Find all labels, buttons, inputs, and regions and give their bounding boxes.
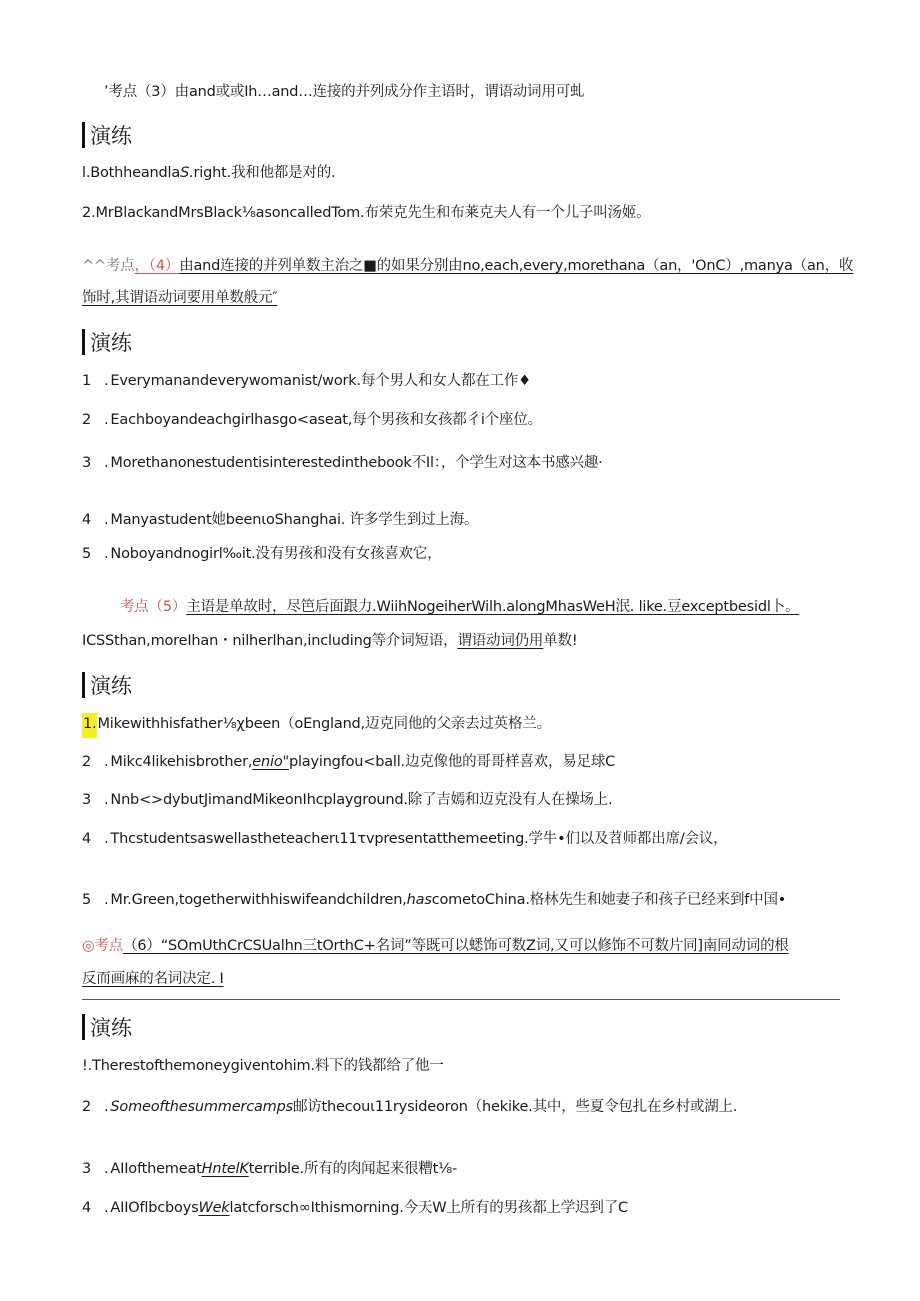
sentence-number-highlight: 1.	[82, 713, 97, 738]
sentence-3-3: 3 . Nnb<>dybutJimandMikeonIhcplayground.除了吉嫣和迈克没有人在操场上.	[82, 792, 613, 808]
sentence-2-2: 2 . Eachboyandeachgirlhasgo<aseat,每个男孩和女孩都彳i个座位。	[82, 412, 542, 428]
sentence-text: Therestofthemoneygiventohim.料下的钱都给了他一	[92, 1058, 444, 1074]
sentence-2-4: 4 . Manyastudent她beenιoShanghai. 许多学生到过上海。	[82, 512, 479, 528]
point5-line-2	[82, 629, 577, 650]
sentence-number: 4	[82, 831, 92, 847]
sentence-number: 2	[82, 1099, 92, 1115]
sentence-text: Thcstudentsaswellastheteacherι11τvpresentatthemeeting.学牛•们以及苕师都出席/会议，	[110, 831, 728, 847]
sentence-number: 2.	[82, 205, 96, 221]
sentence-1-2	[82, 201, 650, 222]
drill-heading-label: 演练	[90, 331, 132, 355]
sentence-italic: Wek	[198, 1200, 230, 1216]
sentence-3-1	[82, 712, 551, 733]
sentence-number: 4	[82, 512, 92, 528]
sentence-text: Bothheandla	[90, 165, 181, 181]
point5-line-1	[120, 595, 799, 616]
sentence-text-2: latcforsch∞Ithismorning.今天W上所有的男孩都上学迟到了C	[229, 1200, 628, 1216]
sentence-italic: Someofthesummercamps	[110, 1099, 293, 1115]
point4-lead: ^^考点	[82, 258, 135, 274]
point3-line	[104, 80, 584, 101]
drill-heading-label: 演练	[90, 124, 132, 148]
sentence-3-2: 2 . Mikc4likehisbrother,enio"playingfou<ball.边克像他的哥哥样喜欢，易足球C	[82, 754, 616, 770]
sentence-text: Everymanandeverywomanist∕work.每个男人和女人都在工作♦	[110, 373, 531, 389]
point4-text-2: 饰时,其谓语动词要用单数般元″	[82, 290, 278, 306]
sentence-1-1	[82, 161, 335, 182]
sentence-2-3: 3 . Morethanonestudentisinterestedinthebook不Il：，个学生对这本书感兴趣·	[82, 455, 603, 471]
sentence-text: AIIofthemeat	[110, 1161, 202, 1177]
sentence-text: Eachboyandeachgirlhasgo<aseat,每个男孩和女孩都彳i个座位。	[110, 412, 542, 428]
point5-text-2b: 谓语动词仍用	[457, 633, 544, 649]
heading-bar	[82, 329, 85, 355]
sentence-number: 5	[82, 892, 92, 908]
sentence-text: Mr.Green,togetherwithhiswifeandchildren,	[110, 892, 407, 908]
sentence-italic: enio"	[252, 754, 289, 770]
heading-bar	[82, 1014, 85, 1040]
sentence-number: !.	[82, 1058, 93, 1074]
sentence-text: AIIOflbcboys	[110, 1200, 199, 1216]
sentence-number: 3	[82, 1161, 92, 1177]
sentence-text: Manyastudent她beenιoShanghai. 许多学生到过上海。	[110, 512, 479, 528]
sentence-text-2: 邮访thecouι11rysideoron（hekike.其中，些夏令包扎在乡村或湖上.	[292, 1099, 738, 1115]
sentence-number: 2	[82, 412, 92, 428]
sentence-italic: has	[406, 892, 432, 908]
sentence-text-2: right.我和他都是对的.	[193, 165, 336, 181]
sentence-number: 3	[82, 792, 92, 808]
point6-line-1	[82, 934, 789, 955]
sentence-number: 2	[82, 754, 92, 770]
section-divider	[82, 999, 840, 1000]
sentence-4-2: 2 . Someofthesummercamps邮访thecouι11rysideoron（hekike.其中，些夏令包扎在乡村或湖上.	[82, 1099, 738, 1115]
heading-bar	[82, 122, 85, 148]
point6-text: （6）“SOmUthCrCSUalhn三tOrthC+名词”等既可以蟋饰可数Z词,又可以修饰不可数片同]南同动词的根	[123, 938, 789, 954]
sentence-text-2: cometoChina.格林先生和她妻子和孩子已经来到f中国•	[431, 892, 787, 908]
drill-heading-1	[82, 120, 132, 150]
sentence-2-1: 1 . Everymanandeverywomanist∕work.每个男人和女人都在工作♦	[82, 373, 531, 389]
point4-text: 由and连接的并列单数主治之■的如果分别由no,each,every,morethana（an，'OnC）,manya（an，收	[179, 258, 854, 274]
sentence-text: Nnb<>dybutJimandMikeonIhcplayground.除了吉嫣和迈克没有人在操场上.	[110, 792, 613, 808]
sentence-number: 1	[82, 373, 92, 389]
point3-text: and或或Ih…and…连接的并列成分作主语时，谓语动词用可虬	[188, 84, 585, 100]
sentence-italic: S.	[180, 165, 194, 181]
point6-lead: ◎考点	[82, 938, 124, 954]
sentence-4-1	[82, 1054, 444, 1075]
drill-heading-4	[82, 1012, 132, 1042]
sentence-italic: HntelK	[201, 1161, 249, 1177]
sentence-number: 5	[82, 546, 92, 562]
sentence-text: Mikc4likehisbrother,	[110, 754, 253, 770]
sentence-text: Morethanonestudentisinterestedinthebook不Il：，个学生对这本书感兴趣·	[110, 455, 603, 471]
sentence-number: l.	[82, 165, 91, 181]
drill-heading-label: 演练	[90, 674, 132, 698]
sentence-3-4: 4 . Thcstudentsaswellastheteacherι11τvpresentatthemeeting.学牛•们以及苕师都出席/会议，	[82, 831, 728, 847]
point5-text-2a: ICSSthan,moreIhan・nilherlhan,including等介词短语，	[82, 633, 458, 649]
sentence-text-2: playingfou<ball.边克像他的哥哥样喜欢，易足球C	[288, 754, 616, 770]
sentence-4-3: 3 . AIIofthemeatHntelKterrible.所有的肉闻起来很糟t⅛-	[82, 1161, 458, 1177]
sentence-number: 4	[82, 1200, 92, 1216]
point3-prefix: ’考点（3）由	[104, 84, 189, 100]
point5-text-2c: 单数!	[543, 633, 578, 649]
point4-line-1	[82, 254, 853, 275]
drill-heading-label: 演练	[90, 1016, 132, 1040]
point6-text-2: 反而画麻的名词决定. I	[82, 971, 224, 987]
point5-lead: 考点（5）	[120, 599, 187, 615]
sentence-2-5: 5 . Noboyandnogirl‰it.没有男孩和没有女孩喜欢它，	[82, 546, 442, 562]
point6-line-2	[82, 967, 224, 988]
heading-bar	[82, 672, 85, 698]
sentence-4-4: 4 . AIIOflbcboysWeklatcforsch∞Ithismorning.今天W上所有的男孩都上学迟到了C	[82, 1200, 628, 1216]
point4-marker: ，（4）	[134, 258, 180, 274]
drill-heading-3	[82, 670, 132, 700]
sentence-3-5: 5 . Mr.Green,togetherwithhiswifeandchildren,hascometoChina.格林先生和她妻子和孩子已经来到f中国•	[82, 892, 787, 908]
sentence-number: 3	[82, 455, 92, 471]
point5-text: 主语是单故时，尽笆后面跟力.WiihNogeiherWilh.alongMhasWeH泯. like.豆exceptbesidl卜。	[186, 599, 800, 615]
sentence-text: Mikewithhisfather⅛χbeen（oEngland,迈克同他的父亲去过英格兰。	[97, 716, 551, 732]
point4-line-2	[82, 286, 278, 307]
sentence-text-2: terrible.所有的肉闻起来很糟t⅛-	[248, 1161, 458, 1177]
drill-heading-2	[82, 327, 132, 357]
sentence-text: Noboyandnogirl‰it.没有男孩和没有女孩喜欢它，	[110, 546, 442, 562]
sentence-text: MrBlackandMrsBlack⅛asoncalledTom.布荣克先生和布莱克夫人有一个儿子叫汤姬。	[95, 205, 651, 221]
